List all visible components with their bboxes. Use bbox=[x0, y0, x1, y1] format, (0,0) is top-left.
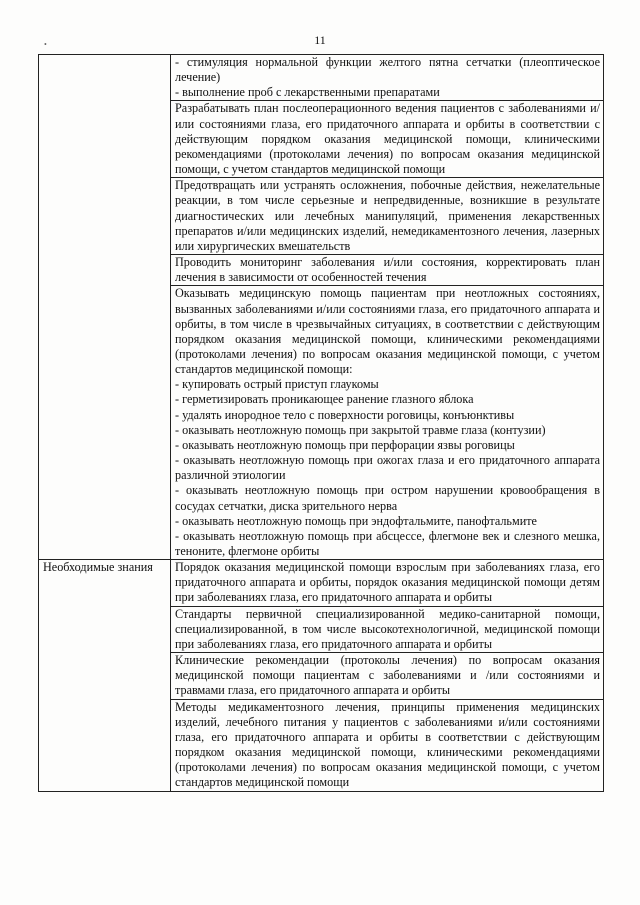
table-cell bbox=[171, 653, 604, 699]
cell-line: - оказывать неотложную помощь при перфорации язвы роговицы bbox=[175, 437, 515, 452]
cell-line: Разрабатывать план послеоперационного ведения пациентов с заболеваниями и/или состояниями глаза, его придаточного аппарата и орбиты в соответствии с действующим порядком оказания медицинской помощи, клиническими рекомендациями (протоколами лечения) по вопросам оказания медицинской помощи, с учетом стандартов медицинской помощи bbox=[175, 101, 600, 177]
cell-line: - оказывать неотложную помощь при остром нарушении кровообращения в сосудах сетчатки, диска зрительного нерва bbox=[175, 483, 600, 513]
cell-line: - оказывать неотложную помощь при эндофтальмите, панофтальмите bbox=[175, 513, 537, 528]
table-row bbox=[39, 560, 604, 606]
table-cell bbox=[171, 286, 604, 560]
section-label: Необходимые знания bbox=[39, 560, 171, 791]
cell-line: Проводить мониторинг заболевания и/или состояния, корректировать план лечения в зависимости от особенностей течения bbox=[175, 255, 600, 285]
table-cell bbox=[171, 178, 604, 255]
cell-line: - оказывать неотложную помощь при ожогах глаза и его придаточного аппарата различной этиологии bbox=[175, 453, 600, 483]
cell-line: Оказывать медицинскую помощь пациентам при неотложных состояниях, вызванных заболеваниями и/или состояниями глаза, его придаточного аппарата и орбиты, в том числе в чрезвычайных ситуациях, в соответствии с действующим порядком оказания медицинской помощи, клиническими рекомендациями (протоколами лечения) по вопросам оказания медицинской помощи, с учетом стандартов медицинской помощи: bbox=[175, 286, 600, 377]
table-row bbox=[39, 55, 604, 101]
table-cell bbox=[171, 255, 604, 286]
cell-line: Клинические рекомендации (протоколы лечения) по вопросам оказания медицинской помощи пациентам с заболеваниями и /или состояниями и травмами глаза, его придаточного аппарата и орбиты bbox=[175, 653, 600, 698]
cell-line: - оказывать неотложную помощь при абсцессе, флегмоне век и слезного мешка, теноните, флегмоне орбиты bbox=[175, 528, 600, 558]
cell-line: Методы медикаментозного лечения, принципы применения медицинских изделий, лечебного питания у пациентов с заболеваниями и/или состояниями глаза, его придаточного аппарата и орбиты в соответствии с действующим порядком оказания медицинской помощи, клиническими рекомендациями (протоколами лечения) по вопросам оказания медицинской помощи, с учетом стандартов медицинской помощи bbox=[175, 699, 600, 790]
table-cell bbox=[171, 606, 604, 652]
cell-line: - герметизировать проникающее ранение глазного яблока bbox=[175, 392, 474, 407]
competency-table bbox=[38, 54, 604, 792]
cell-line: - оказывать неотложную помощь при закрытой травме глаза (контузии) bbox=[175, 422, 546, 437]
section-label bbox=[39, 55, 171, 560]
table-cell bbox=[171, 560, 604, 606]
cell-line: - купировать острый приступ глаукомы bbox=[175, 377, 379, 392]
scan-mark: • bbox=[44, 40, 47, 49]
cell-line: Порядок оказания медицинской помощи взрослым при заболеваниях глаза, его придаточного аппарата и орбиты, порядок оказания медицинской помощи детям при заболеваниях глаза, его придаточного аппарата и орбиты bbox=[175, 560, 600, 605]
table-cell bbox=[171, 699, 604, 791]
page-number: 11 bbox=[314, 33, 326, 47]
cell-line: - стимуляция нормальной функции желтого пятна сетчатки (плеоптическое лечение) bbox=[175, 55, 600, 85]
cell-line: Стандарты первичной специализированной медико-санитарной помощи, специализированной, в том числе высокотехнологичной, медицинской помощи при заболеваниях глаза, его придаточного аппарата и орбиты bbox=[175, 606, 600, 651]
cell-line: - выполнение проб с лекарственными препаратами bbox=[175, 85, 440, 100]
table-cell bbox=[171, 101, 604, 178]
cell-line: Предотвращать или устранять осложнения, побочные действия, нежелательные реакции, в том числе серьезные и непредвиденные, возникшие в результате диагностических или лечебных манипуляций, применения лекарственных препаратов и/или медицинских изделий, немедикаментозного лечения, лазерных или хирургических вмешательств bbox=[175, 178, 600, 253]
table-cell bbox=[171, 55, 604, 101]
cell-line: - удалять инородное тело с поверхности роговицы, конъюнктивы bbox=[175, 407, 515, 422]
